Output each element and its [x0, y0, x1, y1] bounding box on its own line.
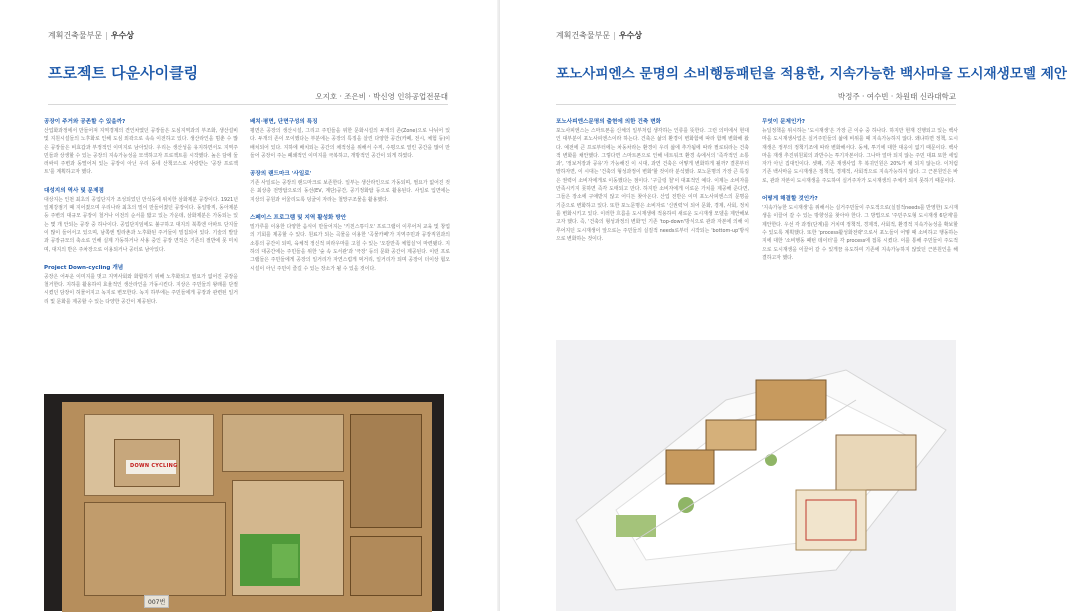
left-divider	[48, 104, 448, 105]
left-column-1	[44, 118, 238, 316]
right-header-section: 계획건축물부문	[556, 31, 611, 40]
left-c1-heading-3: Project Down-cycling 개념	[44, 264, 124, 271]
right-authors: 박정주 · 여수빈 · 차원태 신라대학교	[837, 92, 956, 101]
right-c2-heading-1: 무엇이 문제인가?	[762, 119, 806, 125]
model-greenery-r	[616, 515, 656, 537]
right-model-photo	[556, 340, 956, 611]
model-block-6	[350, 536, 422, 596]
left-c2-body-3: 밀가루를 이용한 다양한 음식이 만들어지는 '키친스튜디오' 프로그램이 이루어져 교육 및 창업의 기회를 제공할 수 있다. 원료가 되는 곡물을 이용한 '곡물카페'가 지역주민과 공장직원과의 소통의 공간이 되며, 육체적 정신적 피라우마를 고칠 수 있는 '오감만족 체험실'이 마련됐다. 지하의 대공간에는 주민들을 위한 '숲 속 도서관'과 '극장' 등의 문화 공간이 제공된다. 이런 프로그램들은 주민들에게 공장의 일거리가 자연스럽게 먹거리, 일거리가 되며 공장이 더이상 혐오시설이 아닌 주민이 즐길 수 있는 장소가 될 수 있을 것이다.	[250, 224, 450, 272]
left-page-title: 프로젝트 다운사이클링	[48, 64, 199, 82]
model-logo-text: DOWN CYCLING	[130, 463, 178, 469]
left-header-section: 계획건축물부문	[48, 31, 103, 40]
model-number-tag: 007번	[144, 595, 169, 608]
right-c2-heading-2: 어떻게 해결할 것인가?	[762, 196, 818, 203]
right-c1-heading-1: 포노사피엔스문명의 출현에 의한 건축 변화	[556, 119, 662, 125]
left-c2-heading-1: 배치·평면, 단면구성의 특징	[250, 119, 318, 125]
left-c2-heading-2: 공장의 랜드마크 '사일로'	[250, 171, 312, 178]
left-c2-body-2: 기존 사일로는 공장의 랜드마크로 보존한다. 일부는 생산라인으로 가동되며, 필요가 없어진 것은 최상층 전망탑으로의 동선(EV, 계단)공간, 공기정화탑 등으로 활용된다. 사일로 입면에는 지상의 공원과 어울리도록 덩굴이 자라는 철망구조물을 활용했다.	[250, 180, 450, 203]
left-header-award: 우수상	[110, 31, 134, 40]
left-c1-body-3: 공장은 어두운 이미지를 벗고 지역사회와 화합하기 위해 노후화되고 필요가 없어진 공장을 철거한다. 지하를 활용하여 효율적인 생산라인을 가동시킨다. 지상은 주민들의 왕래를 단절시켰던 담장이 허물어지고 녹지로 변모한다. 녹지 하부에는 주민들에게 공장과 관련된 일거리 및 문화를 제공할 수 있는 다양한 공간이 제공된다.	[44, 273, 238, 305]
right-c2-body-2: '지속가능한 도시재생'을 위해서는 실거주민들이 주도적으로(실질적needs를 반영한) 도시재생을 이끌어 갈 수 있는 방향성을 찾아야 한다. 그 방법으로 '주민주도형 도시재생 6단계'를 제안한다. 우선 각 과정(단계)를 거치며 정책적, 경제적, 사회적, 환경적 지속가능성을 확보할 수 있도록 계획했다. 또한 'process활성화전략'으로서 포노들이 어떻 때 소비하고 행동하는지에 대한 '소비행동 패턴 데이터'를 각 process에 접목 시켰다. 이를 통해 주민들이 주도적으로 도시재생을 이끌어 갈 수 있게끔 유도하여 기존에 지속가능하지 않았던 근본원인을 해결하고자 했다.	[762, 205, 958, 261]
left-model-photo	[44, 394, 444, 611]
left-c1-heading-1: 공장이 주거와 공존할 수 있을까?	[44, 119, 126, 125]
right-divider	[556, 104, 956, 105]
left-c2-body-1: 평면은 공장의 생산시설, 그리고 주민들을 위한 문화시설의 두개의 존(Zone)으로 나뉘어 있다. 두개의 존이 모이했다는 부분에는 공장의 특징을 살린 다양한 공간(카페, 전시, 체험 등)이 배치되어 있다. 지하에 배치되는 공간의 채적성을 위해서 수직, 수평으로 열린 공간을 많이 만들어 공장이 주는 폐쇄적인 이미지를 극복하고, 개방적인 공간이 되게 하였다.	[250, 128, 450, 159]
right-page	[500, 0, 1067, 611]
right-c1-body-1: 포노사피엔스는 스마트폰을 신체의 일부처럼 생각하는 인류를 뜻한다. 그런 의미에서 현대인 대부분이 포노사피엔스이라 하는다. 건축은 삶의 환경이 변화함에 따라 함께 변화해 왔다. 예전에 큰 프로부터에는 차동차라는 환경이 우리 삶에 추가됨에 따라 필로티라는 건축적 변화를 채안했다. 그렇다면 스마트폰으로 인해 네트워크 환경 속에서의 '즉각적인 소통과', '정보저장과 공유'가 가능해진 이 시대, 과연 건축은 어떻게 변화하게 될까? 결론부터 말하자면, 이 시대는 '건축의 형성과정이 변화'할 것이라 분석했다. 포노문명의 가장 큰 특징은 권력이 소비자에게로 이동했다는 점이다. '구글렁 철'이 대표적인 예다. 이제는 소비자를 만족시키지 못하면 즉각 도태되고 만다. 하지만 소비자에게 이로운 가치를 제공해 준다면, 그들은 장소에 구애받지 않고 어디든 찾아온다. 산업 전반은 이미 포노사피엔스의 문명을 기준으로 변화하고 있다. 또한 포노문명은 소비자로 '신권력'이 되어 문화, 경제, 사회, 정치를 변화시키고 있다. 이러한 흐름을 도시재생에 적용하여 새로운 도시재생 모델을 제안해보고자 했다. 즉, '건축의 형성과정의 변화'인 기존 'top-down'방식으로 관과 자본에 의해 이루어지던 도시재생이 앞으로는 주민들의 실질적 needs로부터 시작되는 'bottom-up'방식으로 변화하는 것이다.	[556, 128, 749, 242]
model-house-1	[756, 380, 826, 420]
right-column-1	[556, 118, 749, 253]
left-header: 계획건축물부문 | 우수상	[48, 31, 134, 40]
right-header: 계획건축물부문 | 우수상	[556, 31, 642, 40]
left-column-2	[250, 118, 450, 283]
model-block-3	[350, 414, 422, 528]
right-c2-body-1: 뉴딜정책을 위시하는 '도시재생'은 가장 큰 이슈 중 하나다. 하지만 현재 진행되고 있는 백사마을 도시재생사업은 실거주민들의 삶에 비위를 때 지속가능하지 않다. 왜냐하면 정책, 도시재생은 정부의 정책기조에 따라 변화해서다. 동체, 투기에 대한 대응이 없기 때문이다. 백사마을 재생 추진위원회의 과반수는 투기자본이다. 그나마 얼마 되지 않는 주민 대표 또한 세입자가 아닌 집대인이다. 셋째, 기존 재생사업 후 복귀인원은 20%가 채 되지 않는다. 이처럼 기존 백사마을 도시재생은 정책적, 경제적, 사회적으로 지속가능하지 않다. 그 근본원인은 바로, 관과 자본이 도시재생을 주도하여 실거주자가 도시재생의 주체가 되지 못하기 때문이다.	[762, 128, 958, 184]
right-header-award: 우수상	[618, 31, 642, 40]
model-greenery-2	[272, 544, 298, 578]
left-page	[0, 0, 500, 611]
right-column-2	[762, 118, 958, 272]
left-authors: 오지호 · 조은비 · 박신영 인하공업전문대	[315, 92, 448, 101]
right-page-title: 포노사피엔스 문명의 소비행동패턴을 적용한, 지속가능한 백사마을 도시재생모델 제안	[556, 66, 1067, 82]
model-house-4	[666, 450, 714, 484]
left-c1-body-1: 산업화과정에서 만들어져 지역경제의 견인차였던 공장들은 도심지역과의 부조화, 생산설비 및 지원시설들의 노후화로 인해 도심 외곽으로 속속 이전하고 있다. 생산라인을 멈춘 수 많은 공장들은 비효갑과 부정적인 이미지로 남아있다. 우리는 생산성을 유지하면서도 지역주민들과 상생할 수 있는 공장의 지속가능성을 모색하고자 프로젝트를 시작했다. 높은 담에 둘러싸여 주변과 동떨어져 있는 공장이 아닌 우리 동네 산책코스로 사랑받는 '공장 프로젝트'를 계획하고자 했다.	[44, 128, 238, 176]
model-block-4	[84, 502, 226, 596]
model-illustration	[556, 340, 956, 611]
left-c1-heading-2: 대성지의 역사 및 문제점	[44, 187, 104, 194]
model-tree-2	[765, 454, 777, 466]
model-house-2	[706, 420, 756, 450]
model-block-2	[222, 414, 344, 472]
model-house-3	[836, 435, 916, 490]
left-c1-body-2: 대상지는 인천 최초의 공업단지가 조성되었던 만석동에 위치한 삼화제분 공장이다. 1921년 일제강점기 때 지어졌으며 우리나라 최초의 밀이 만들어졌던 공장이다. 동일방직, 동아제분 등 주변의 대규모 공장이 철거나 이전의 순서를 밟고 있는 가운데, 삼화제분은 가동되는 있는 몇 개 안되는 공장 중 하나이다. 공업단지임에도 불구하고 대지의 북쪽엔 아파트 단지들이 많이 들어서고 있으며, 남쪽엔 빌라촌과 노후화된 주거들이 밀집되어 있다. 기술의 발달과 공장규모의 축소로 인해 실제 가동하거나 사용 중인 공장 면적은 기존의 절반에 못 미치며, 대지의 반은 주차장으로 이용되거나 공터로 남아있다.	[44, 196, 238, 253]
left-c2-heading-3: 스페이스 프로그램 및 지역 활성화 방안	[250, 215, 347, 222]
